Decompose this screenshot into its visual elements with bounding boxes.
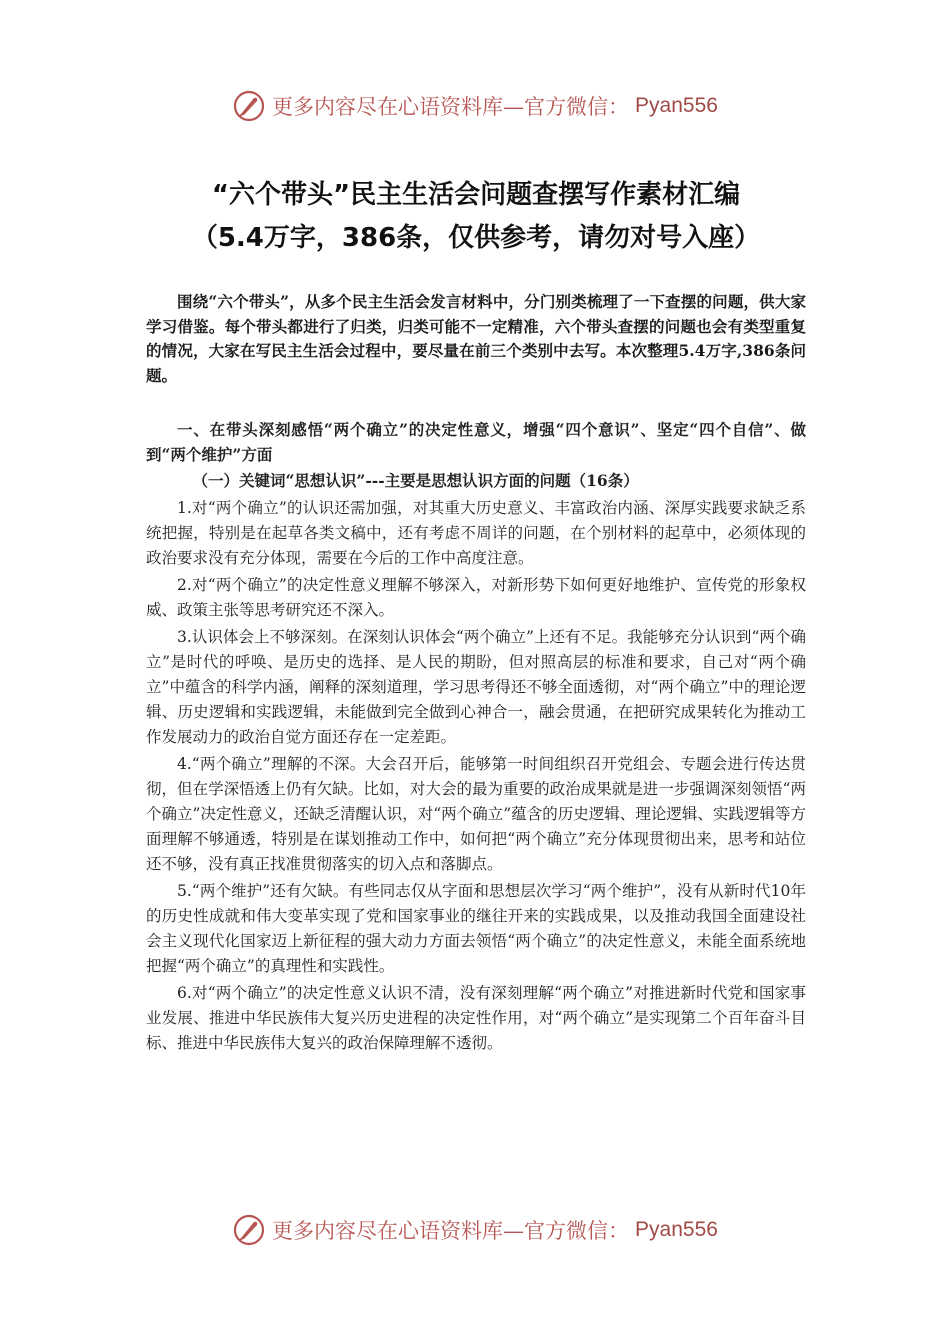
watermark-header <box>0 86 950 126</box>
list-item: 1.对“两个确立”的认识还需加强，对其重大历史意义、丰富政治内涵、深厚实践要求缺乏系统把握，特别是在起草各类文稿中，还有考虑不周详的问题，在个别材料的起草中，必须体现的政治要求没有充分体现，需要在今后的工作中高度注意。 <box>146 498 806 567</box>
document-title: “六个带头”民主生活会问题查摆写作素材汇编 <box>211 180 741 210</box>
quill-logo-icon <box>232 1213 266 1247</box>
watermark-wechat-id: Pyan556 <box>635 1218 718 1241</box>
document-body <box>146 170 806 1056</box>
document-subtitle: （5.4万字，386条，仅供参考，请勿对号入座） <box>191 223 761 253</box>
list-item: 2.对“两个确立”的决定性意义理解不够深入，对新形势下如何更好地维护、宣传党的形象权威、政策主张等思考研究还不深入。 <box>146 575 806 619</box>
list-item: 5.“两个维护”还有欠缺。有些同志仅从字面和思想层次学习“两个维护”，没有从新时代10年的历史性成就和伟大变革实现了党和国家事业的继往开来的实践成果，以及推动我国全面建设社会主义现代化国家迈上新征程的强大动力方面去领悟“两个确立”的决定性意义，未能全面系统地把握“两个确立”的真理性和实践性。 <box>146 881 806 975</box>
watermark-wechat-id: Pyan556 <box>635 94 718 117</box>
watermark-text: 更多内容尽在心语资料库—官方微信： <box>272 95 630 119</box>
quill-logo-icon <box>232 89 266 123</box>
list-item: 6.对“两个确立”的决定性意义认识不清，没有深刻理解“两个确立”对推进新时代党和国家事业发展、推进中华民族伟大复兴历史进程的决定性作用，对“两个确立”是实现第二个百年奋斗目标、推进中华民族伟大复兴的政治保障理解不透彻。 <box>146 983 806 1052</box>
subsection-heading: （一）关键词“思想认识”---主要是思想认识方面的问题（16条） <box>192 471 639 490</box>
list-item: 3.认识体会上不够深刻。在深刻认识体会“两个确立”上还有不足。我能够充分认识到“两个确立”是时代的呼唤、是历史的选择、是人民的期盼，但对照高层的标准和要求，自己对“两个确立”中蕴含的科学内涵，阐释的深刻道理，学习思考得还不够全面透彻，对“两个确立”中的理论逻辑、历史逻辑和实践逻辑，未能做到完全做到心神合一，融会贯通，在把研究成果转化为推动工作发展动力的政治自觉方面还存在一定差距。 <box>146 627 806 746</box>
list-item: 4.“两个确立”理解的不深。大会召开后，能够第一时间组织召开党组会、专题会进行传达贯彻，但在学深悟透上仍有欠缺。比如，对大会的最为重要的政治成果就是进一步强调深刻领悟“两个确立”决定性意义，还缺乏清醒认识，对“两个确立”蕴含的历史逻辑、理论逻辑、实践逻辑等方面理解不够通透，特别是在谋划推动工作中，如何把“两个确立”充分体现贯彻出来，思考和站位还不够，没有真正找准贯彻落实的切入点和落脚点。 <box>146 754 806 873</box>
watermark-footer <box>0 1210 950 1250</box>
watermark-text: 更多内容尽在心语资料库—官方微信： <box>272 1219 630 1243</box>
intro-paragraph: 围绕“六个带头”，从多个民主生活会发言材料中，分门别类梳理了一下查摆的问题，供大家学习借鉴。每个带头都进行了归类，归类可能不一定精准，六个带头查摆的问题也会有类型重复的情况，大家在写民主生活会过程中，要尽量在前三个类别中去写。本次整理5.4万字,386条问题。 <box>146 292 806 385</box>
section-heading: 一、在带头深刻感悟“两个确立”的决定性意义，增强“四个意识”、坚定“四个自信”、做到“两个维护”方面 <box>146 420 806 464</box>
